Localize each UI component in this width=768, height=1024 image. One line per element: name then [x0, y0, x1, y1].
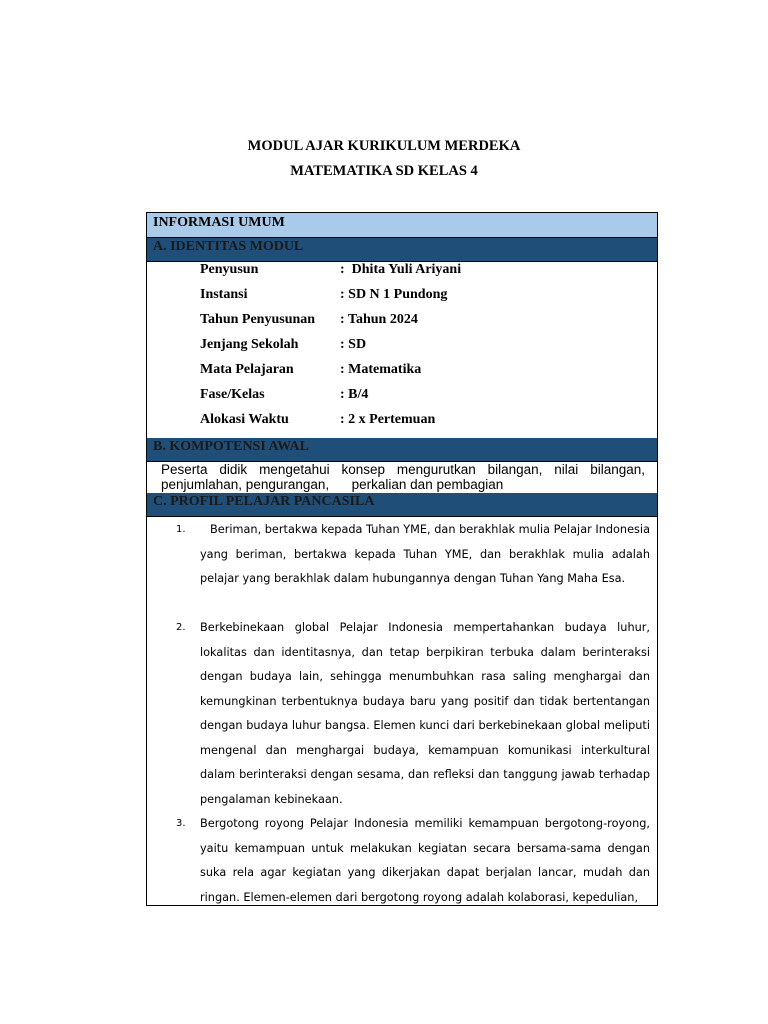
identitas-label: Jenjang Sekolah — [200, 337, 299, 352]
section-c-header: C. PROFIL PELAJAR PANCASILA — [147, 493, 657, 517]
identitas-label: Tahun Penyusunan — [200, 312, 316, 327]
identitas-row-penyusun — [147, 262, 657, 287]
identitas-row-jenjang — [147, 337, 657, 362]
identitas-value: : Dhita Yuli Ariyani — [340, 262, 462, 277]
identitas-label: Fase/Kelas — [200, 387, 265, 402]
list-item: Bergotong royong Pelajar Indonesia memiliki kemampuan bergotong-royong, yaitu kemampuan untuk melakukan kegiatan secara bersama-sama dengan suka rela agar kegiatan yang dikerjakan dapat berjalan lancar, mudah dan ringan. Elemen-elemen dari bergotong royong adalah kolaborasi, kepedulian, — [200, 817, 650, 904]
document-title-line1: MODUL AJAR KURIKULUM MERDEKA — [247, 138, 521, 154]
list-item: Berkebinekaan global Pelajar Indonesia mempertahankan budaya luhur, lokalitas dan identitasnya, dan tetap berpikiran terbuka dalam berinteraksi dengan budaya lain, sehingga menumbuhkan rasa saling menghargai dan kemungkinan terbentuknya budaya baru yang positif dan tidak bertentangan dengan budaya luhur bangsa. Elemen kunci dari berkebinekaan global meliputi mengenal dan menghargai budaya, kemampuan komunikasi interkultural dalam berinteraksi dengan sesama, dan refleksi dan tanggung jawab terhadap pengalaman kebinekaan. — [200, 621, 650, 806]
list-item-number: 1. — [176, 524, 186, 535]
identitas-label: Alokasi Waktu — [200, 412, 289, 427]
identitas-value: : Matematika — [340, 362, 422, 377]
info-table — [146, 212, 658, 906]
list-item-number: 3. — [176, 818, 186, 829]
identitas-label: Penyusun — [200, 262, 259, 277]
informasi-umum-header: INFORMASI UMUM — [147, 213, 657, 238]
identitas-row-instansi — [147, 287, 657, 312]
identitas-row-alokasi — [147, 412, 657, 437]
identitas-label: Mata Pelajaran — [200, 362, 294, 377]
identitas-row-mapel — [147, 362, 657, 387]
kompetensi-awal-text — [161, 462, 645, 492]
profil-list — [147, 518, 657, 906]
identitas-value: : Tahun 2024 — [340, 312, 418, 327]
identitas-value: : SD — [340, 337, 367, 352]
section-b-header: B. KOMPOTENSI AWAL — [147, 438, 657, 462]
identitas-value: : 2 x Pertemuan — [340, 412, 436, 427]
kompetensi-line-1: Peserta didik mengetahui konsep mengurutkan bilangan, nilai bilangan, — [161, 462, 645, 477]
identitas-row-tahun — [147, 312, 657, 337]
document-title-line2: MATEMATIKA SD KELAS 4 — [290, 163, 478, 179]
identitas-value: : B/4 — [340, 387, 369, 402]
list-item: Beriman, bertakwa kepada Tuhan YME, dan berakhlak mulia Pelajar Indonesia yang beriman, bertakwa kepada Tuhan YME, dan berakhlak mulia adalah pelajar yang berakhlak dalam hubungannya dengan Tuhan Yang Maha Esa. — [200, 523, 650, 585]
identitas-value: : SD N 1 Pundong — [340, 287, 448, 302]
identitas-row-fase — [147, 387, 657, 412]
identitas-label: Instansi — [200, 287, 248, 302]
kompetensi-line-2: penjumlahan, pengurangan, perkalian dan pembagian — [161, 477, 504, 492]
section-a-header: A. IDENTITAS MODUL — [147, 238, 657, 262]
list-item-number: 2. — [176, 622, 186, 633]
identitas-list — [147, 262, 657, 438]
